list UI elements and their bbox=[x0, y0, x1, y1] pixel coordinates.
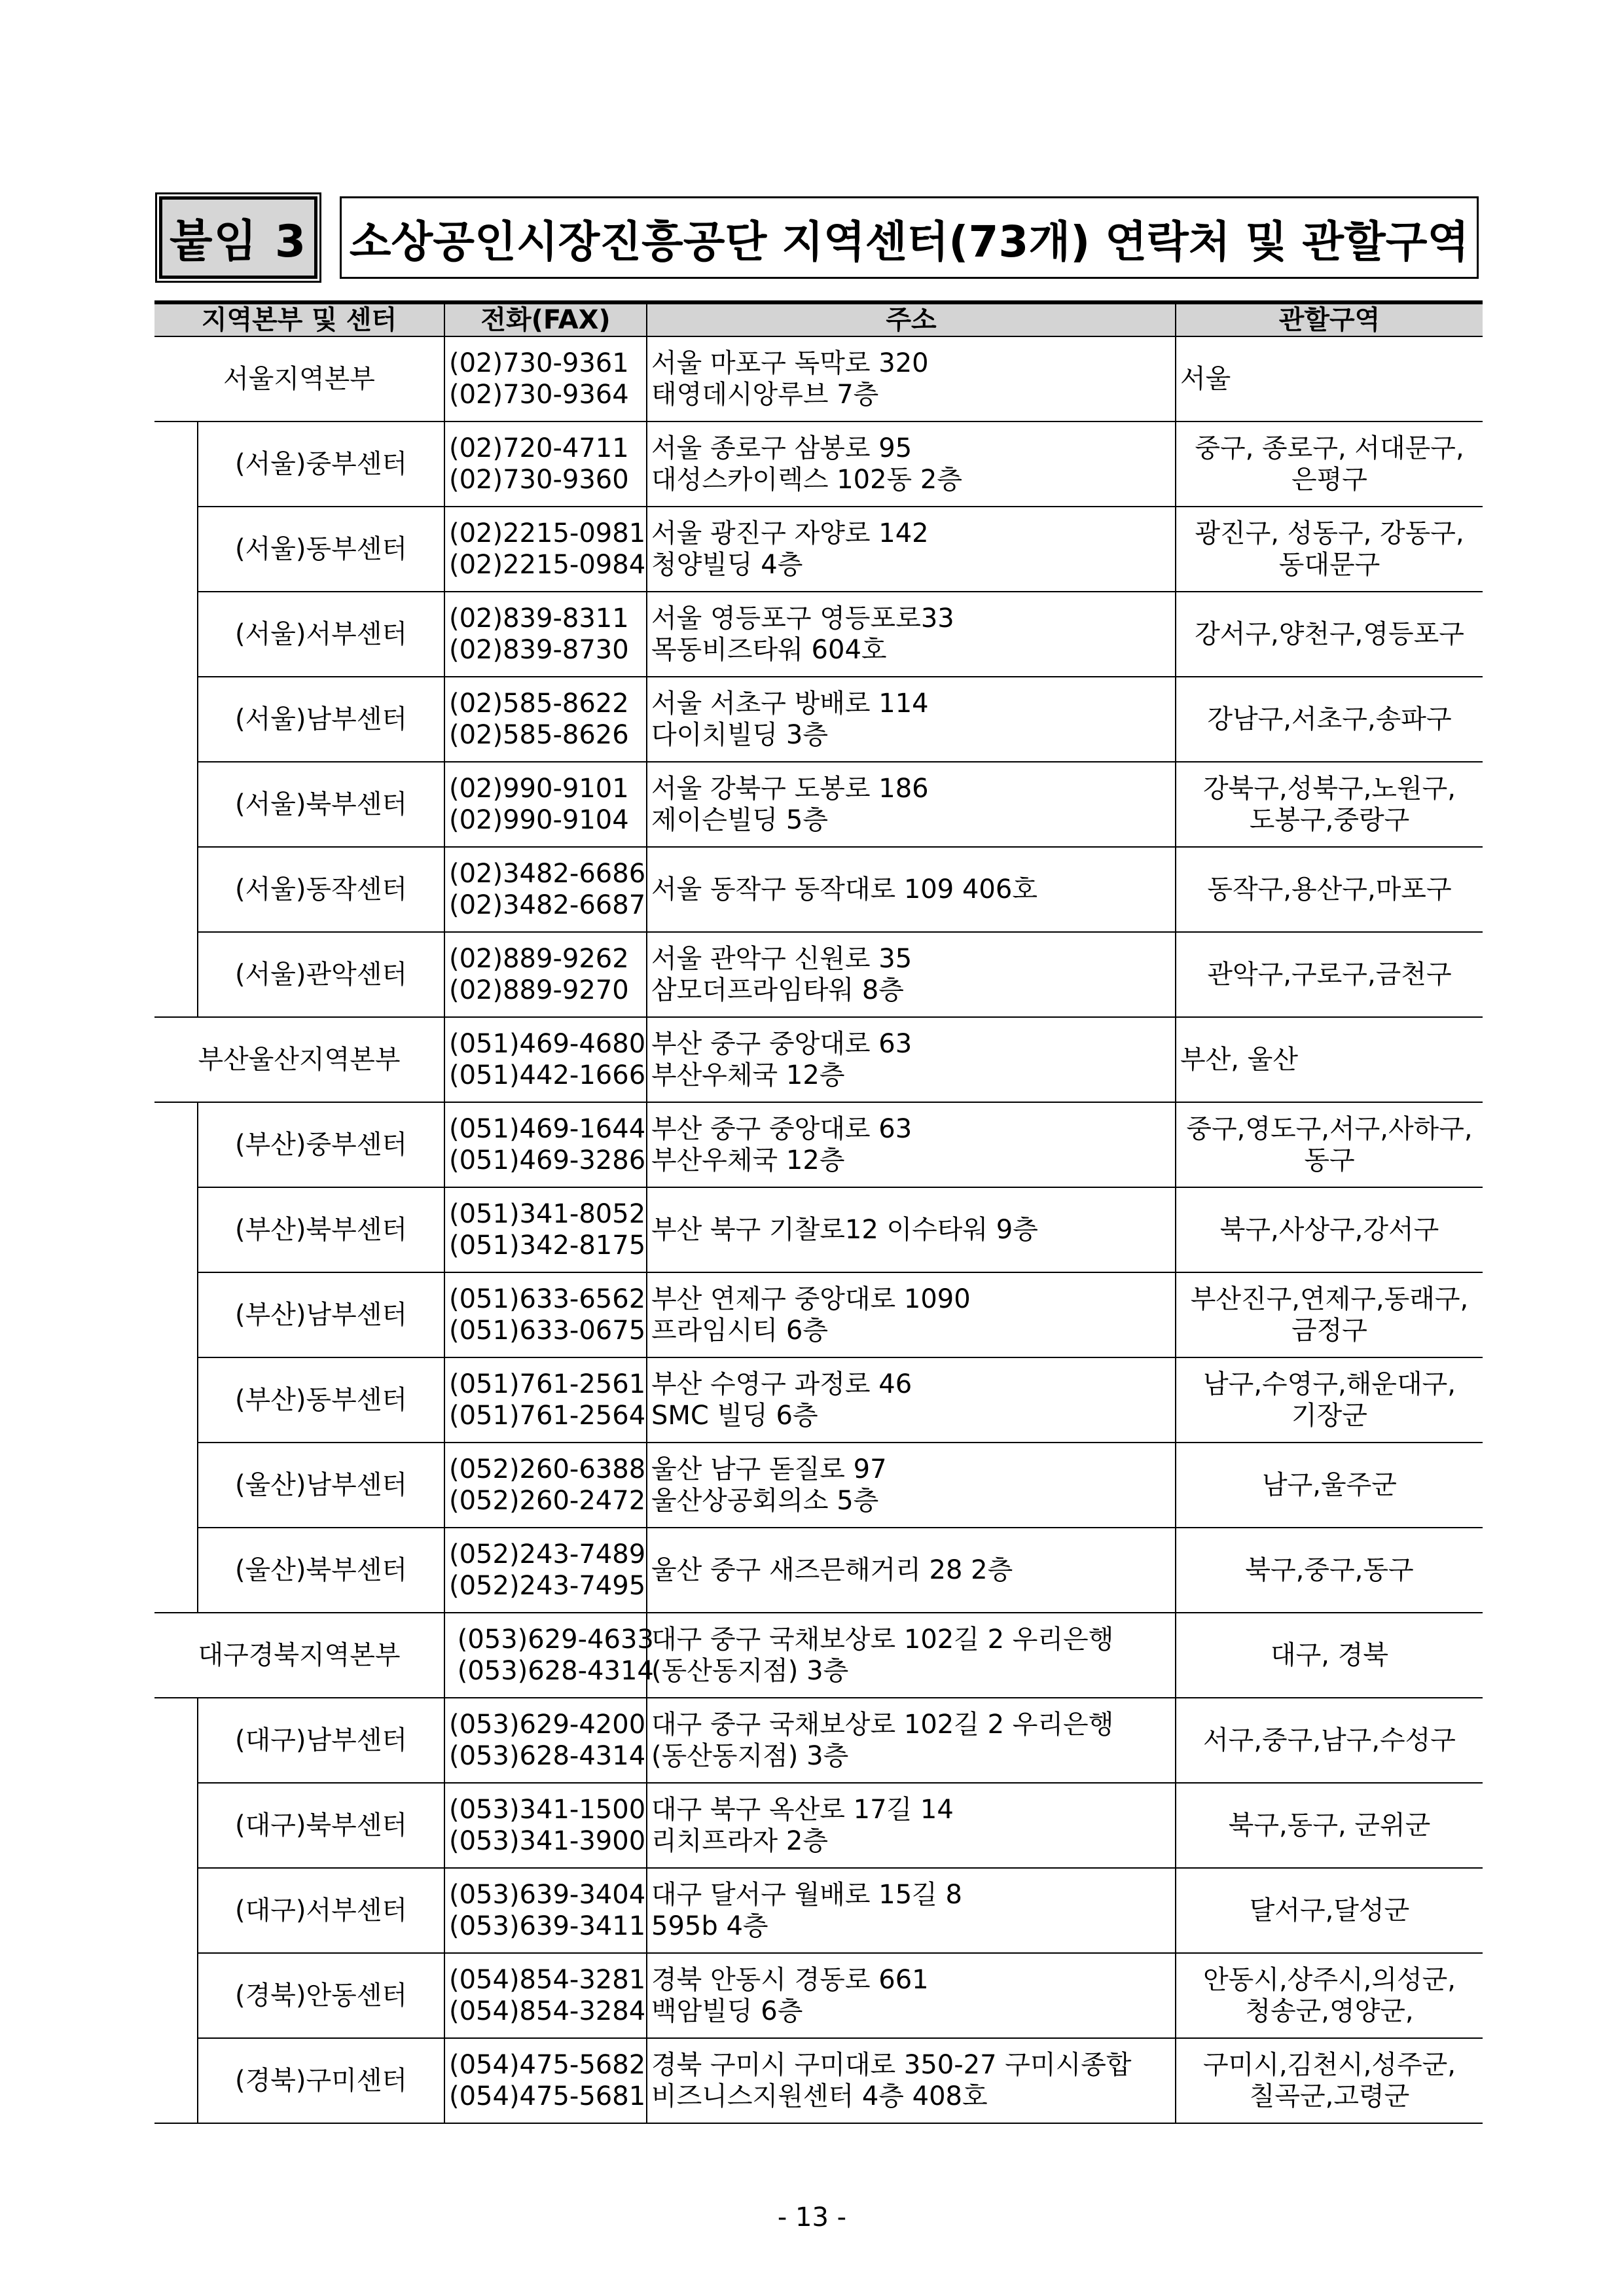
phone-fax-cell: (053)629-4200 (053)628-4314 bbox=[444, 1698, 647, 1783]
center-row bbox=[154, 1868, 1483, 1953]
jurisdiction-cell: 부산진구,연제구,동래구, 금정구 bbox=[1176, 1272, 1483, 1357]
phone-fax-cell: (02)3482-6686 (02)3482-6687 bbox=[444, 847, 647, 932]
indent-cell bbox=[154, 677, 198, 762]
address-cell: 경북 구미시 구미대로 350-27 구미시종합 비즈니스지원센터 4층 408호 bbox=[647, 2038, 1176, 2123]
address-cell: 울산 중구 새즈믄해거리 28 2층 bbox=[647, 1528, 1176, 1613]
jurisdiction-cell: 달서구,달성군 bbox=[1176, 1868, 1483, 1953]
address-cell: 부산 중구 중앙대로 63 부산우체국 12층 bbox=[647, 1102, 1176, 1187]
indent-cell bbox=[154, 1698, 198, 1783]
center-row bbox=[154, 507, 1483, 592]
indent-cell bbox=[154, 1357, 198, 1443]
center-name: (서울)동작센터 bbox=[198, 847, 444, 932]
indent-cell bbox=[154, 1272, 198, 1357]
center-row bbox=[154, 1443, 1483, 1528]
column-header-center: 지역본부 및 센터 bbox=[154, 302, 444, 336]
page-number: - 13 - bbox=[777, 2202, 847, 2233]
jurisdiction-cell: 서울 bbox=[1176, 336, 1483, 422]
address-cell: 서울 영등포구 영등포로33 목동비즈타워 604호 bbox=[647, 592, 1176, 677]
address-cell: 서울 마포구 독막로 320 태영데시앙루브 7층 bbox=[647, 336, 1176, 422]
indent-cell bbox=[154, 1187, 198, 1272]
center-name: (서울)서부센터 bbox=[198, 592, 444, 677]
hq-row bbox=[154, 336, 1483, 422]
center-name: (서울)동부센터 bbox=[198, 507, 444, 592]
column-header-jurisdiction: 관할구역 bbox=[1176, 302, 1483, 336]
phone-fax-cell: (051)341-8052 (051)342-8175 bbox=[444, 1187, 647, 1272]
address-cell: 서울 서초구 방배로 114 다이치빌딩 3층 bbox=[647, 677, 1176, 762]
jurisdiction-cell: 관악구,구로구,금천구 bbox=[1176, 932, 1483, 1017]
hq-name: 서울지역본부 bbox=[154, 336, 444, 422]
center-row bbox=[154, 1783, 1483, 1868]
jurisdiction-cell: 남구,수영구,해운대구, 기장군 bbox=[1176, 1357, 1483, 1443]
center-row bbox=[154, 762, 1483, 847]
center-name: (부산)동부센터 bbox=[198, 1357, 444, 1443]
address-cell: 대구 중구 국채보상로 102길 2 우리은행 (동산동지점) 3층 bbox=[647, 1698, 1176, 1783]
center-name: (서울)관악센터 bbox=[198, 932, 444, 1017]
address-cell: 대구 북구 옥산로 17길 14 리치프라자 2층 bbox=[647, 1783, 1176, 1868]
jurisdiction-cell: 남구,울주군 bbox=[1176, 1443, 1483, 1528]
center-name: (부산)북부센터 bbox=[198, 1187, 444, 1272]
address-cell: 대구 달서구 월배로 15길 8 595b 4층 bbox=[647, 1868, 1176, 1953]
phone-fax-cell: (051)761-2561 (051)761-2564 bbox=[444, 1357, 647, 1443]
jurisdiction-cell: 구미시,김천시,성주군, 칠곡군,고령군 bbox=[1176, 2038, 1483, 2123]
center-row bbox=[154, 932, 1483, 1017]
jurisdiction-cell: 강서구,양천구,영등포구 bbox=[1176, 592, 1483, 677]
center-row bbox=[154, 1187, 1483, 1272]
phone-fax-cell: (052)260-6388 (052)260-2472 bbox=[444, 1443, 647, 1528]
phone-fax-cell: (054)475-5682 (054)475-5681 bbox=[444, 2038, 647, 2123]
center-row bbox=[154, 1528, 1483, 1613]
hq-name: 대구경북지역본부 bbox=[154, 1613, 444, 1698]
jurisdiction-cell: 안동시,상주시,의성군, 청송군,영양군, bbox=[1176, 1953, 1483, 2038]
address-cell: 부산 연제구 중앙대로 1090 프라임시티 6층 bbox=[647, 1272, 1176, 1357]
phone-fax-cell: (02)585-8622 (02)585-8626 bbox=[444, 677, 647, 762]
column-header-phone: 전화(FAX) bbox=[444, 302, 647, 336]
address-cell: 부산 중구 중앙대로 63 부산우체국 12층 bbox=[647, 1017, 1176, 1102]
center-name: (울산)남부센터 bbox=[198, 1443, 444, 1528]
center-name: (서울)북부센터 bbox=[198, 762, 444, 847]
phone-fax-cell: (053)629-4633 (053)628-4314 bbox=[444, 1613, 647, 1698]
phone-fax-cell: (02)889-9262 (02)889-9270 bbox=[444, 932, 647, 1017]
phone-fax-cell: (02)990-9101 (02)990-9104 bbox=[444, 762, 647, 847]
indent-cell bbox=[154, 932, 198, 1017]
center-row bbox=[154, 847, 1483, 932]
indent-cell bbox=[154, 422, 198, 507]
center-contact-table bbox=[154, 300, 1483, 2124]
phone-fax-cell: (051)469-4680 (051)442-1666 bbox=[444, 1017, 647, 1102]
hq-name: 부산울산지역본부 bbox=[154, 1017, 444, 1102]
address-cell: 울산 남구 돋질로 97 울산상공회의소 5층 bbox=[647, 1443, 1176, 1528]
table-header-row bbox=[154, 302, 1483, 336]
table-body bbox=[154, 336, 1483, 2123]
jurisdiction-cell: 대구, 경북 bbox=[1176, 1613, 1483, 1698]
indent-cell bbox=[154, 1528, 198, 1613]
center-row bbox=[154, 677, 1483, 762]
center-name: (울산)북부센터 bbox=[198, 1528, 444, 1613]
phone-fax-cell: (02)720-4711 (02)730-9360 bbox=[444, 422, 647, 507]
center-name: (서울)남부센터 bbox=[198, 677, 444, 762]
address-cell: 서울 종로구 삼봉로 95 대성스카이렉스 102동 2층 bbox=[647, 422, 1176, 507]
address-cell: 경북 안동시 경동로 661 백암빌딩 6층 bbox=[647, 1953, 1176, 2038]
phone-fax-cell: (052)243-7489 (052)243-7495 bbox=[444, 1528, 647, 1613]
center-name: (부산)중부센터 bbox=[198, 1102, 444, 1187]
center-name: (경북)구미센터 bbox=[198, 2038, 444, 2123]
center-row bbox=[154, 1272, 1483, 1357]
phone-fax-cell: (054)854-3281 (054)854-3284 bbox=[444, 1953, 647, 2038]
indent-cell bbox=[154, 847, 198, 932]
indent-cell bbox=[154, 1783, 198, 1868]
indent-cell bbox=[154, 762, 198, 847]
phone-fax-cell: (02)2215-0981 (02)2215-0984 bbox=[444, 507, 647, 592]
phone-fax-cell: (051)469-1644 (051)469-3286 bbox=[444, 1102, 647, 1187]
jurisdiction-cell: 중구,영도구,서구,사하구, 동구 bbox=[1176, 1102, 1483, 1187]
hq-row bbox=[154, 1613, 1483, 1698]
jurisdiction-cell: 북구,동구, 군위군 bbox=[1176, 1783, 1483, 1868]
center-name: (서울)중부센터 bbox=[198, 422, 444, 507]
jurisdiction-cell: 동작구,용산구,마포구 bbox=[1176, 847, 1483, 932]
address-cell: 서울 강북구 도봉로 186 제이슨빌딩 5층 bbox=[647, 762, 1176, 847]
jurisdiction-cell: 강남구,서초구,송파구 bbox=[1176, 677, 1483, 762]
center-name: (대구)남부센터 bbox=[198, 1698, 444, 1783]
phone-fax-cell: (02)839-8311 (02)839-8730 bbox=[444, 592, 647, 677]
hq-row bbox=[154, 1017, 1483, 1102]
address-cell: 부산 수영구 과정로 46 SMC 빌딩 6층 bbox=[647, 1357, 1176, 1443]
jurisdiction-cell: 북구,중구,동구 bbox=[1176, 1528, 1483, 1613]
center-name: (경북)안동센터 bbox=[198, 1953, 444, 2038]
indent-cell bbox=[154, 1868, 198, 1953]
center-row bbox=[154, 1953, 1483, 2038]
center-row bbox=[154, 592, 1483, 677]
indent-cell bbox=[154, 592, 198, 677]
jurisdiction-cell: 북구,사상구,강서구 bbox=[1176, 1187, 1483, 1272]
document-title: 소상공인시장진흥공단 지역센터(73개) 연락처 및 관할구역 bbox=[340, 196, 1479, 279]
address-cell: 서울 광진구 자양로 142 청양빌딩 4층 bbox=[647, 507, 1176, 592]
jurisdiction-cell: 중구, 종로구, 서대문구, 은평구 bbox=[1176, 422, 1483, 507]
indent-cell bbox=[154, 2038, 198, 2123]
indent-cell bbox=[154, 1102, 198, 1187]
center-row bbox=[154, 1102, 1483, 1187]
center-row bbox=[154, 1357, 1483, 1443]
center-row bbox=[154, 422, 1483, 507]
phone-fax-cell: (053)341-1500 (053)341-3900 bbox=[444, 1783, 647, 1868]
address-cell: 대구 중구 국채보상로 102길 2 우리은행 (동산동지점) 3층 bbox=[647, 1613, 1176, 1698]
center-name: (대구)서부센터 bbox=[198, 1868, 444, 1953]
center-row bbox=[154, 2038, 1483, 2123]
jurisdiction-cell: 강북구,성북구,노원구, 도봉구,중랑구 bbox=[1176, 762, 1483, 847]
phone-fax-cell: (053)639-3404 (053)639-3411 bbox=[444, 1868, 647, 1953]
indent-cell bbox=[154, 507, 198, 592]
address-cell: 서울 관악구 신원로 35 삼모더프라임타워 8층 bbox=[647, 932, 1176, 1017]
center-name: (부산)남부센터 bbox=[198, 1272, 444, 1357]
indent-cell bbox=[154, 1443, 198, 1528]
center-name: (대구)북부센터 bbox=[198, 1783, 444, 1868]
phone-fax-cell: (02)730-9361 (02)730-9364 bbox=[444, 336, 647, 422]
jurisdiction-cell: 부산, 울산 bbox=[1176, 1017, 1483, 1102]
center-row bbox=[154, 1698, 1483, 1783]
address-cell: 부산 북구 기찰로12 이수타워 9층 bbox=[647, 1187, 1176, 1272]
address-cell: 서울 동작구 동작대로 109 406호 bbox=[647, 847, 1176, 932]
jurisdiction-cell: 서구,중구,남구,수성구 bbox=[1176, 1698, 1483, 1783]
phone-fax-cell: (051)633-6562 (051)633-0675 bbox=[444, 1272, 647, 1357]
indent-cell bbox=[154, 1953, 198, 2038]
jurisdiction-cell: 광진구, 성동구, 강동구, 동대문구 bbox=[1176, 507, 1483, 592]
attachment-badge: 붙임 3 bbox=[159, 196, 317, 279]
column-header-address: 주소 bbox=[647, 302, 1176, 336]
